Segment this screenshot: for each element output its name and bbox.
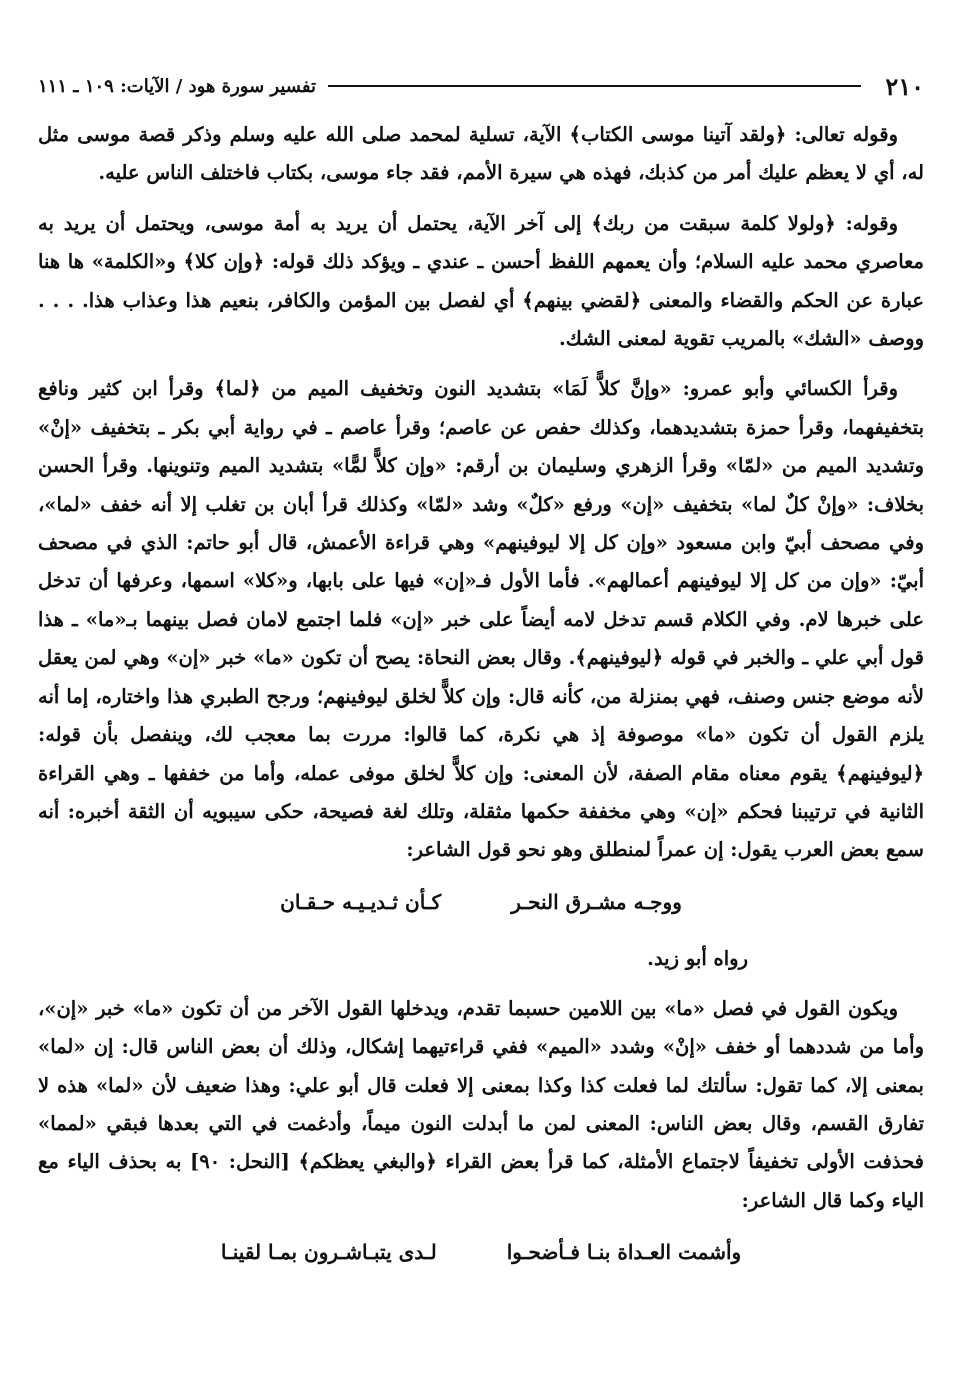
verse-second-hemistich: لـدى يتبـاشـرون بمـا لقينـا <box>220 1240 437 1265</box>
verse-second-hemistich: كـأن ثـديـيـه حـقـان <box>280 889 442 914</box>
page-number: ٢١٠ <box>885 71 924 101</box>
verse-first-hemistich: ووجـه مشـرق النحـر <box>511 889 682 914</box>
header-rule <box>328 85 861 87</box>
running-title: تفسير سورة هود / الآيات: ١٠٩ ـ ١١١ <box>38 75 316 97</box>
page-header <box>38 70 924 102</box>
paragraph: وقوله: ﴿ولولا كلمة سبقت من ربك﴾ إلى آخر الآية، يحتمل أن يريد به أمة موسى، ويحتمل أن يريد به معاصري محمد عليه السلام؛ وأن يعمهم اللفظ أحسن ـ عندي ـ ويؤكد ذلك قوله: ﴿وإن كلا﴾ و«الكلمة» ها هنا عبارة عن الحكم والقضاء والمعنى ﴿لقضي بينهم﴾ أي لفصل بين المؤمن والكافر، بنعيم هذا وعذاب هذا. . . . ووصف «الشك» بالمريب تقوية لمعنى الشك. <box>38 211 924 351</box>
paragraph: ويكون القول في فصل «ما» بين اللامين حسبما تقدم، ويدخلها القول الآخر من أن تكون «ما» خبر «إن»، وأما من شددهما أو خفف «إنْ» وشدد «الميم» ففي قراءتيهما إشكال، وذلك أن بعض الناس قال: إن «لما» بمعنى إلا، كما تقول: سألتك لما فعلت كذا وكذا بمعنى إلا فعلت قال أبو علي: وهذا ضعيف لأن «لما» هذه لا تفارق القسم، وقال بعض الناس: المعنى لمن ما أبدلت النون ميماً، وأدغمت في التي بعدها فبقي «لمما» فحذفت الأولى تخفيفاً لاجتماع الأمثلة، كما قرأ بعض القراء ﴿والبغي يعظكم﴾ [النحل: ٩٠] به بحذف الياء مع الياء وكما قال الشاعر: <box>38 996 925 1212</box>
poetry-verse <box>38 1232 924 1272</box>
poetry-verse <box>38 882 924 922</box>
paragraph: وقرأ الكسائي وأبو عمرو: «وإنَّ كلاًّ لَمَا» بتشديد النون وتخفيف الميم من ﴿لما﴾ وقرأ ابن كثير ونافع بتخفيفهما، وقرأ حمزة بتشديدهما، وكذلك حفص عن عاصم؛ وقرأ عاصم ـ في رواية أبي بكر ـ بتخفيف «إنْ» وتشديد الميم من «لمّا» وقرأ الزهري وسليمان بن أرقم: «وإن كلاًّ لمًّا» بتشديد الميم وتنوينها. وقرأ الحسن بخلاف: «وإنْ كلٌ لما» بتخفيف «إن» ورفع «كلٌ» وشد «لمّا» وكذلك قرأ أبان بن تغلب إلا أنه خفف «لما»، وفي مصحف أبيّ وابن مسعود «وإن كل إلا ليوفينهم» وهي قراءة الأعمش، قال أبو حاتم: الذي في مصحف أبيّ: «وإن من كل إلا ليوفينهم أعمالهم». فأما الأول فـ«إن» فيها على بابها، و«كلا» اسمها، وعرفها أن تدخل على خبرها لام. وفي الكلام قسم تدخل لامه أيضاً على خبر «إن» فلما اجتمع لامان فصل بينهما بـ«ما» ـ هذا قول أبي علي ـ والخبر في قوله ﴿ليوفينهم﴾. وقال بعض النحاة: يصح أن تكون «ما» خبر «إن» وهي لمن يعقل لأنه موضع جنس وصنف، فهي بمنزلة من، كأنه قال: وإن كلاًّ لخلق ليوفينهم؛ ورجح الطبري هذا واختاره، إما أنه يلزم القول أن تكون «ما» موصوفة إذ هي نكرة، كما قالوا: مررت بما معجب لك، وينفصل بأن قوله: ﴿ليوفينهم﴾ يقوم معناه مقام الصفة، لأن المعنى: وإن كلاًّ لخلق موفى عمله، وأما من خففها ـ وهي القراءة الثانية في ترتيبنا فحكم «إن» وهي مخففة حكمها مثقلة، وتلك لغة فصيحة، حكى سيبويه أن الثقة أخبره: أنه سمع بعض العرب يقول: إن عمراً لمنطلق وهو نحو قول الشاعر: <box>38 377 924 862</box>
paragraph: وقوله تعالى: ﴿ولقد آتينا موسى الكتاب﴾ الآية، تسلية لمحمد صلى الله عليه وسلم وذكر قصة موسى مثل له، أي لا يعظم عليك أمر من كذبك، فهذه هي سيرة الأمم، فقد جاء موسى، بكتاب فاختلف الناس عليه. <box>38 123 924 185</box>
verse-first-hemistich: وأشمت العـداة بنـا فـأضحـوا <box>506 1240 742 1265</box>
narrator-line: رواه أبو زيد. <box>647 946 748 970</box>
